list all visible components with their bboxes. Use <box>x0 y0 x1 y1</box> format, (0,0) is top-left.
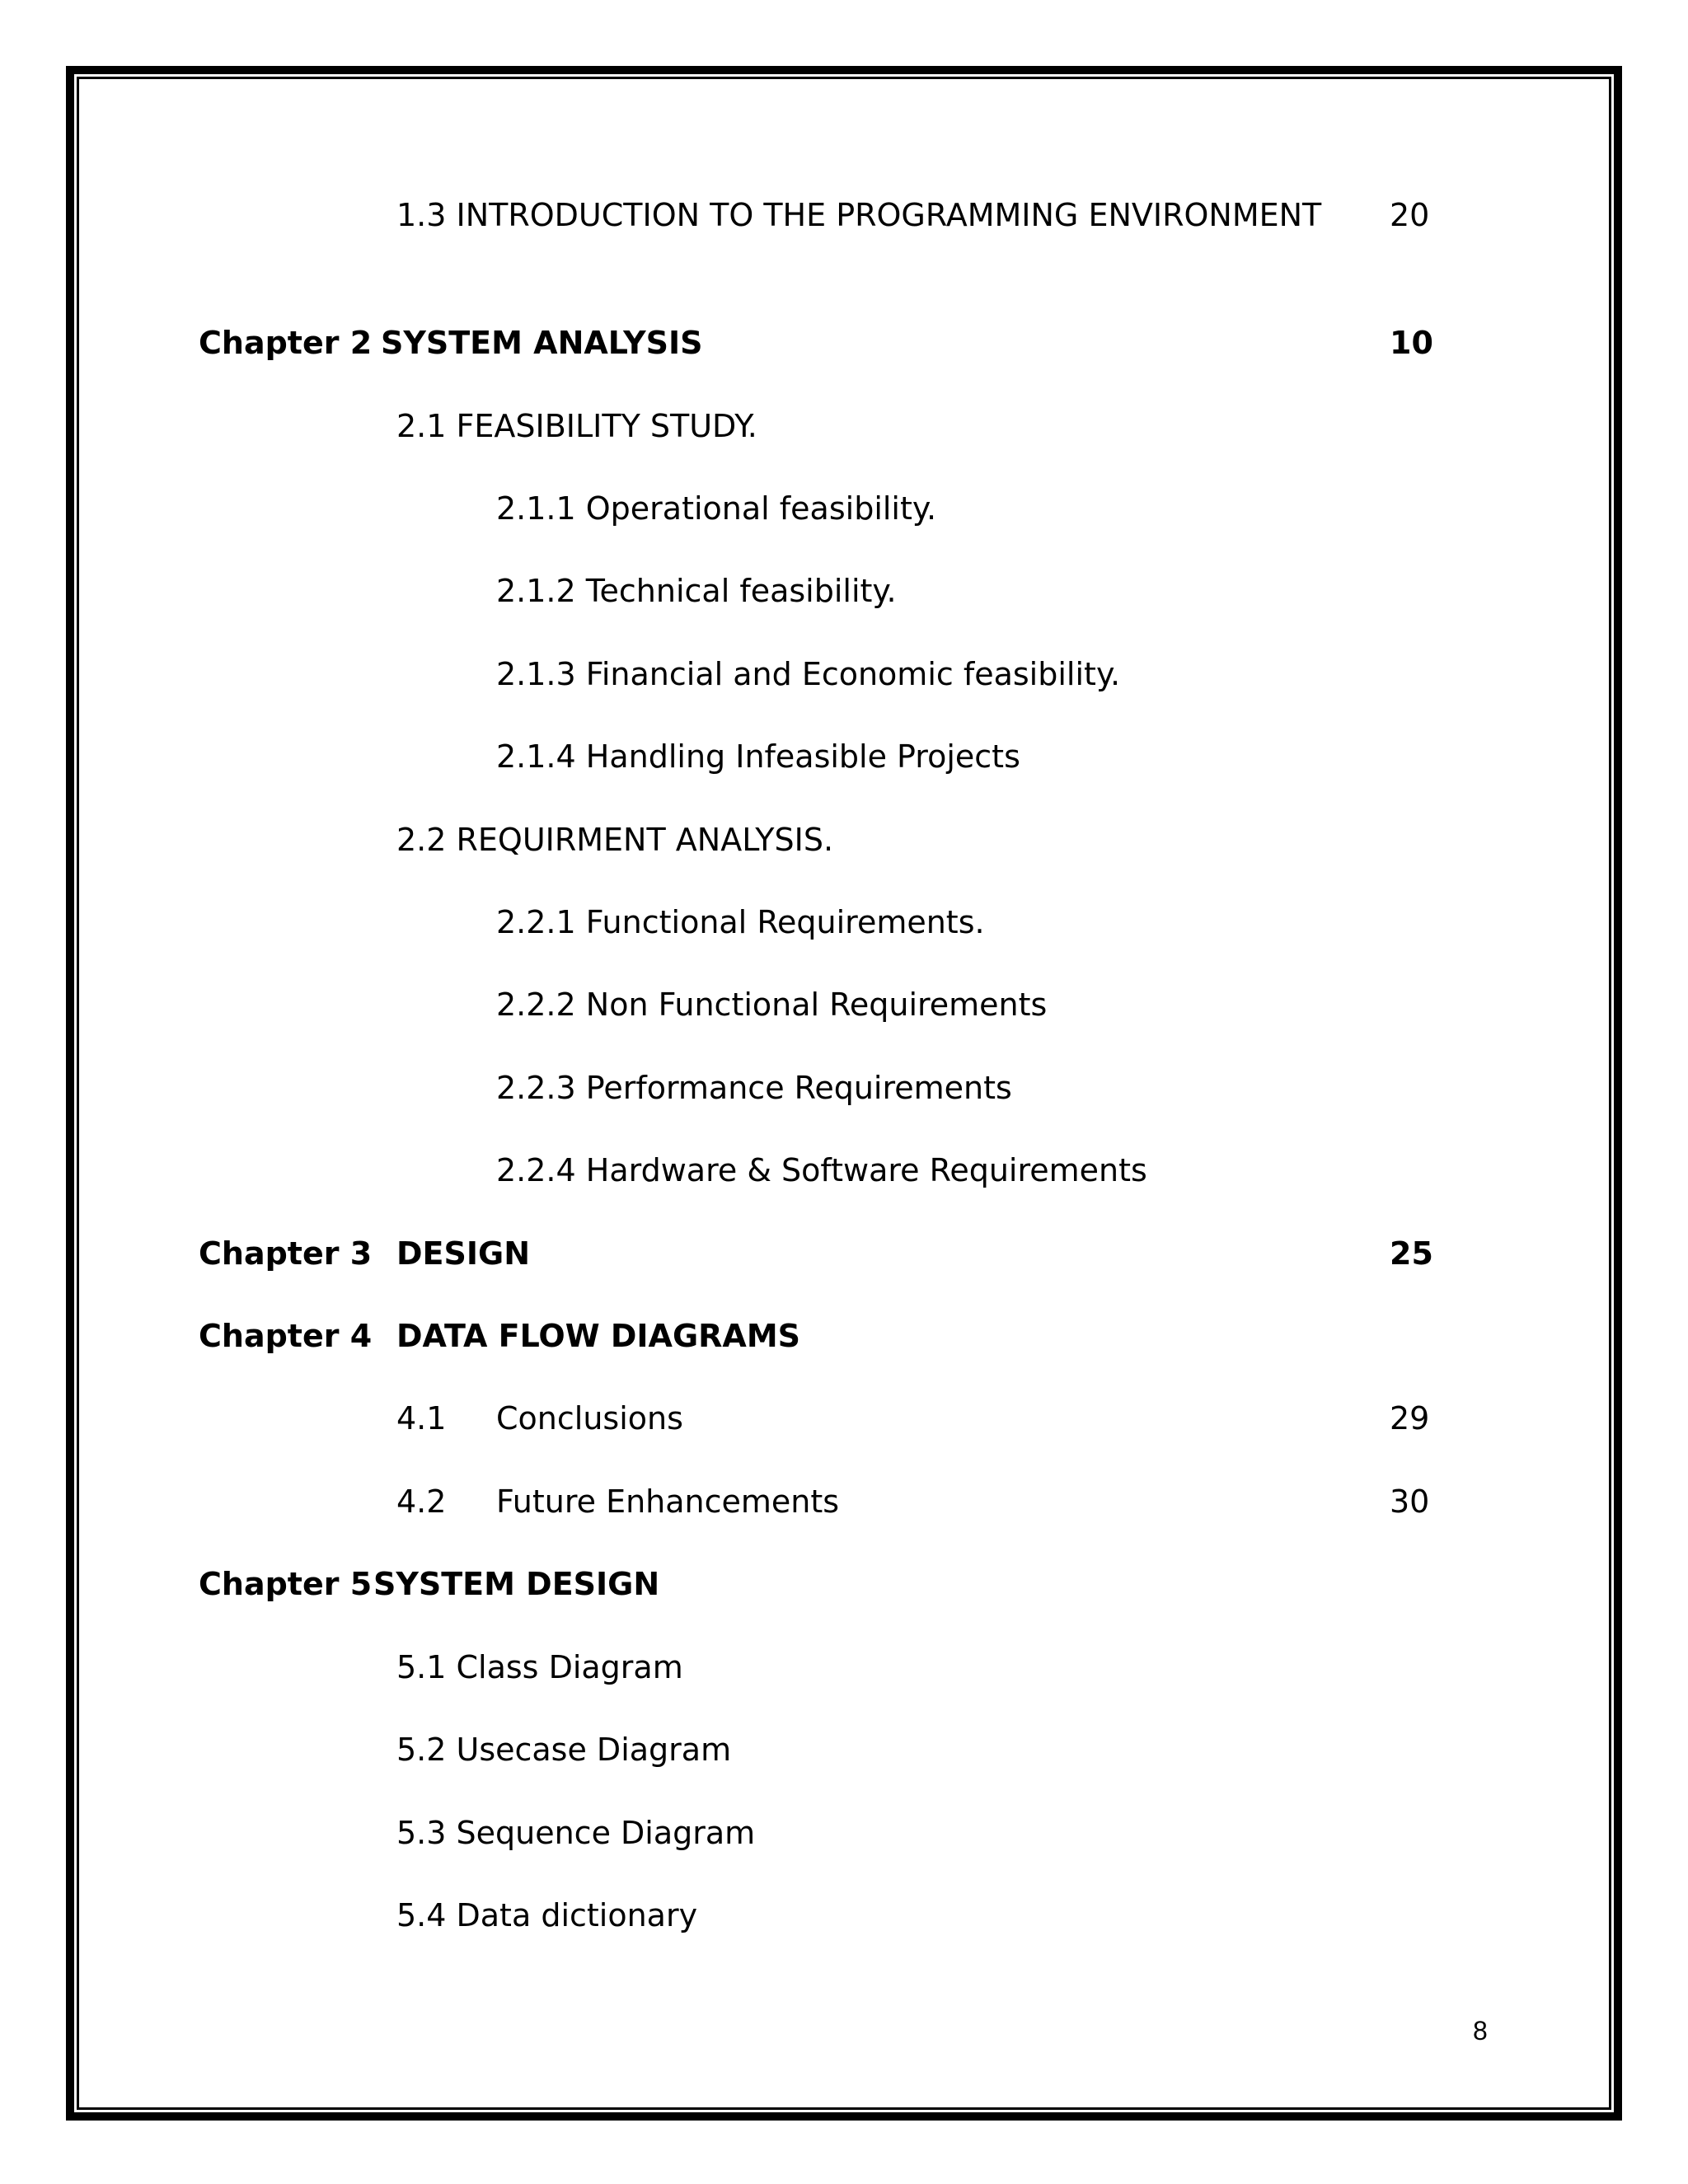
chapter-5-title: SYSTEM DESIGN <box>373 1566 660 1602</box>
chapter-3-title: DESIGN <box>396 1235 531 1272</box>
toc-entry-5-1: 5.1 Class Diagram <box>396 1649 683 1685</box>
toc-page-1-3: 20 <box>1390 197 1430 233</box>
chapter-5-label: Chapter 5 <box>199 1566 373 1602</box>
toc-entry-4-1-title: Conclusions <box>496 1400 683 1436</box>
toc-entry-5-3: 5.3 Sequence Diagram <box>396 1815 756 1851</box>
toc-entry-2-2-1: 2.2.1 Functional Requirements. <box>496 904 985 940</box>
chapter-2-label: Chapter 2 <box>199 325 373 361</box>
toc-entry-4-2-number: 4.2 <box>396 1483 447 1520</box>
toc-entry-2-1-4: 2.1.4 Handling Infeasible Projects <box>496 738 1020 775</box>
chapter-4-label: Chapter 4 <box>199 1318 373 1354</box>
toc-entry-4-1-page: 29 <box>1390 1400 1430 1436</box>
toc-entry-2-2: 2.2 REQUIRMENT ANALYSIS. <box>396 822 834 858</box>
toc-entry-2-1-1: 2.1.1 Operational feasibility. <box>496 490 937 527</box>
toc-entry-2-1-3: 2.1.3 Financial and Economic feasibility. <box>496 656 1121 692</box>
toc-entry-5-2: 5.2 Usecase Diagram <box>396 1732 732 1768</box>
chapter-3-label: Chapter 3 <box>199 1235 373 1272</box>
toc-entry-1-3: 1.3 INTRODUCTION TO THE PROGRAMMING ENVIRONMENT <box>396 197 1322 233</box>
page-number: 8 <box>1473 2016 1488 2046</box>
toc-entry-5-4: 5.4 Data dictionary <box>396 1897 698 1933</box>
toc-entry-2-2-3: 2.2.3 Performance Requirements <box>496 1070 1012 1106</box>
toc-entry-4-2-title: Future Enhancements <box>496 1483 840 1520</box>
toc-entry-2-1: 2.1 FEASIBILITY STUDY. <box>396 408 757 444</box>
toc-entry-2-1-2: 2.1.2 Technical feasibility. <box>496 573 897 609</box>
chapter-2-title: SYSTEM ANALYSIS <box>381 325 703 361</box>
toc-entry-2-2-2: 2.2.2 Non Functional Requirements <box>496 987 1048 1023</box>
chapter-4-title: DATA FLOW DIAGRAMS <box>396 1318 801 1354</box>
chapter-2-page: 10 <box>1390 325 1433 361</box>
chapter-3-page: 25 <box>1390 1235 1433 1272</box>
toc-entry-4-1-number: 4.1 <box>396 1400 447 1436</box>
toc-entry-2-2-4: 2.2.4 Hardware & Software Requirements <box>496 1152 1147 1188</box>
toc-entry-4-2-page: 30 <box>1390 1483 1430 1520</box>
